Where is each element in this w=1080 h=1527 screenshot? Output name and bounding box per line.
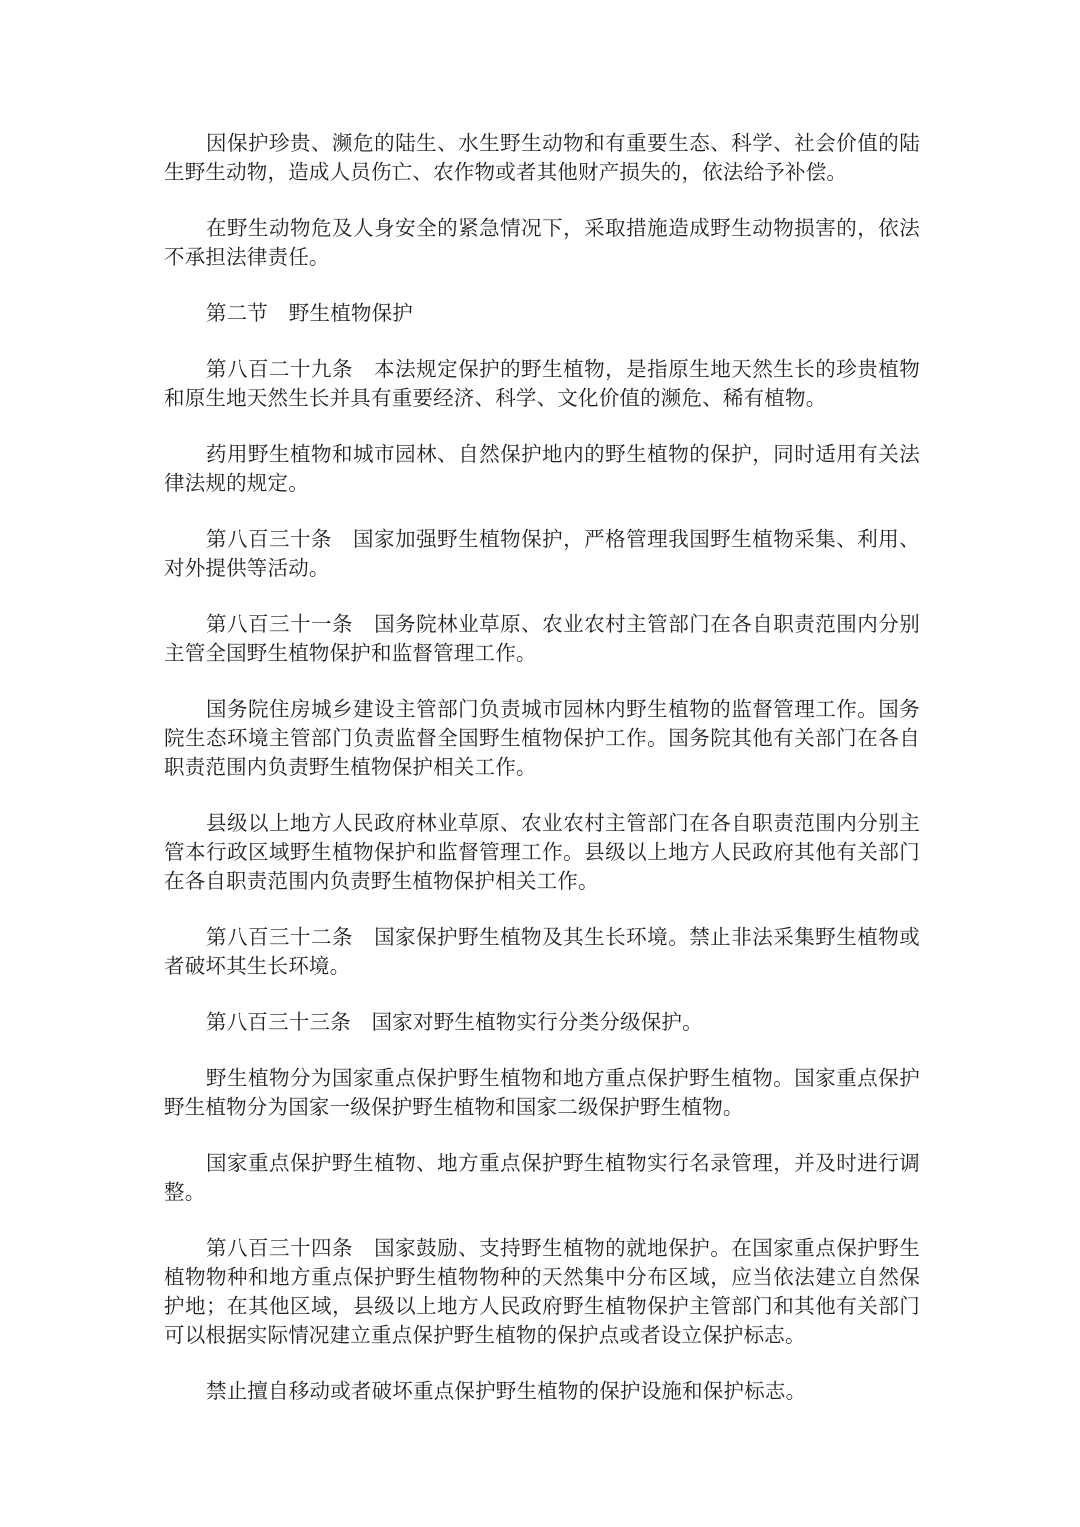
- paragraph-classification: 野生植物分为国家重点保护野生植物和地方重点保护野生植物。国家重点保护野生植物分为国家一级保护野生植物和国家二级保护野生植物。: [164, 1066, 920, 1119]
- article-831: 第八百三十一条 国务院林业草原、农业农村主管部门在各自职责范围内分别主管全国野生植物保护和监督管理工作。: [164, 612, 920, 665]
- article-834: 第八百三十四条 国家鼓励、支持野生植物的就地保护。在国家重点保护野生植物物种和地方重点保护野生植物物种的天然集中分布区域，应当依法建立自然保护地；在其他区域，县级以上地方人民政府野生植物保护主管部门和其他有关部门可以根据实际情况建立重点保护野生植物的保护点或者设立保护标志。: [164, 1236, 920, 1347]
- paragraph-compensation: 因保护珍贵、濒危的陆生、水生野生动物和有重要生态、科学、社会价值的陆生野生动物，造成人员伤亡、农作物或者其他财产损失的，依法给予补偿。: [164, 131, 920, 184]
- paragraph-state-council-departments: 国务院住房城乡建设主管部门负责城市园林内野生植物的监督管理工作。国务院生态环境主管部门负责监督全国野生植物保护工作。国务院其他有关部门在各自职责范围内负责野生植物保护相关工作。: [164, 697, 920, 779]
- article-832: 第八百三十二条 国家保护野生植物及其生长环境。禁止非法采集野生植物或者破坏其生长环境。: [164, 925, 920, 978]
- paragraph-emergency-exemption: 在野生动物危及人身安全的紧急情况下，采取措施造成野生动物损害的，依法不承担法律责任。: [164, 216, 920, 269]
- paragraph-prohibition: 禁止擅自移动或者破坏重点保护野生植物的保护设施和保护标志。: [206, 1379, 807, 1403]
- document-body: [164, 129, 920, 1433]
- article-829: 第八百二十九条 本法规定保护的野生植物，是指原生地天然生长的珍贵植物和原生地天然生长并具有重要经济、科学、文化价值的濒危、稀有植物。: [164, 357, 920, 410]
- article-833: 第八百三十三条 国家对野生植物实行分类分级保护。: [206, 1010, 703, 1034]
- paragraph-catalog-management: 国家重点保护野生植物、地方重点保护野生植物实行名录管理，并及时进行调整。: [164, 1151, 920, 1204]
- paragraph-medicinal-plants: 药用野生植物和城市园林、自然保护地内的野生植物的保护，同时适用有关法律法规的规定。: [164, 442, 920, 495]
- section-heading: 第二节 野生植物保护: [206, 301, 413, 325]
- paragraph-local-government: 县级以上地方人民政府林业草原、农业农村主管部门在各自职责范围内分别主管本行政区域野生植物保护和监督管理工作。县级以上地方人民政府其他有关部门在各自职责范围内负责野生植物保护相关工作。: [164, 811, 920, 893]
- article-830: 第八百三十条 国家加强野生植物保护，严格管理我国野生植物采集、利用、对外提供等活动。: [164, 527, 920, 580]
